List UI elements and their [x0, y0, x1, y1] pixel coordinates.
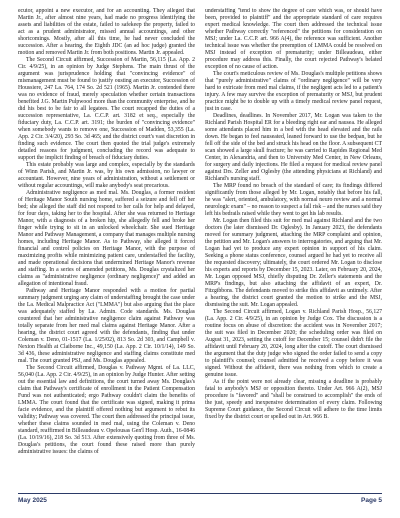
paragraph: Mr. Logan then filed this suit for med mal against Richland and the two doctors (he later dismissed Dr. Oglesby). In January 2023, the defendants moved for summary judgment, attaching the MRP complaint and opinion, the petition and Mr. Logan's answers to interrogatories, and arguing that Mr. Logan had yet to produce any expert opinion in support of his claim. Seeking a phone status conference, counsel argued he had yet to receive all the requested discovery; ultimately, the court ordered Mr. Logan to disclose his experts and reports by December 15, 2023. Later, on February 20, 2024, Mr. Logan opposed MSJ, chiefly disputing Dr. Zeller's statements and the MRP's findings, but also attaching the affidavit of an expert, Dr. Fitzgibbons. The defendants moved to strike this affidavit as untimely. After a hearing, the district court granted the motion to strike and the MSJ, dismissing the suit. Mr. Logan appealed.	[205, 218, 382, 308]
page-footer	[18, 493, 382, 504]
paragraph: As if the point were not already clear, missing a deadline is probably fatal to anybody's MSJ or opposition thereto. Under Art. 966 A(2), MSJ procedure is "favored" and "shall be construed to accomplish" the ends of the just, speedy and inexpensive determination of every claim. Following Supreme Court guidance, the Second Circuit will adhere to the time limits fixed by the district court or spelled out in Art. 966 B.	[205, 379, 382, 420]
issue-date: May 2025	[18, 497, 47, 504]
article-body	[18, 8, 382, 490]
paragraph: Pathway and Heritage Manor responded with a motion for partial summary judgment urging any claim of understaffing brought the case under the La. Medical Malpractice Act ("LMMA") but also arguing that the place was adequately staffed by La. Admin. Code standards. Ms. Douglas countered that her administrative negligence claim against Pathway was totally separate from her med mal claims against Heritage Manor. After a hearing, the district court agreed with the defendants, finding that under Coleman v. Deno, 01-1517 (La. 1/25/02), 813 So. 2d 303, and Campbell v. Nexion Health at Claiborne Inc., 49,150 (La. App. 2 Cir. 10/1/14), 149 So. 3d 436, these administrative negligence and staffing claims constitute med mal. The court granted PSJ, and Ms. Douglas appealed.	[18, 288, 195, 364]
page-number: Page 5	[361, 497, 382, 504]
paragraph: The Second Circuit affirmed, Succession of Martin, 56,115 (La. App. 2 Cir. 4/9/25), in an opinion by Judge Stephens. The main thrust of the argument was jurisprudence holding that "convincing evidence" of mismanagement must be found to justify ousting an executor, Succession of Houssiere, 247 La. 764, 174 So. 2d 521 (1965). Martin Jr. contended there was no evidence of fraud, merely speculation whether certain transactions benefited J.G. Martin Pulpwood more than the community enterprise, and he did his best to be fair to all legatees. The court recapped the duties of a succession representative, La. C.C.P. art. 3182 et seq., especially the fiduciary duty, La. C.C.P. art. 3191; the burden of "convincing evidence" when somebody wants to remove one, Succession of Madden, 53,355 (La. App. 2 Cir. 3/4/20), 293 So. 3d 465; and the district court's vast discretion in finding such evidence. The court then quoted the trial judge's extremely detailed reasons for judgment, concluding the record was adequate to support the implicit finding of breach of fiduciary duties.	[18, 57, 195, 161]
paragraph: Deadlines, deadlines. In November 2017, Mr. Logan was taken to the Richland Parish Hospital ER for a bleeding right ear and nausea. He alleged some attendants placed him in a bed with the head elevated and the rails down. He began to feel nauseated, leaned forward to use the bedpan, but he fell off the side of the bed and struck his head on the floor. A subsequent CT scan showed a large skull fracture; he was carried to Rapides Regional Med Center, in Alexandria, and then to University Med Center, in New Orleans, for surgery and daily injections. He filed a request for medical review panel against Drs. Zeller and Oglesby (the attending physicians at Richland) and Richland's nursing staff.	[205, 113, 382, 182]
paragraph: The MRP found no breach of the standard of care; its findings differed significantly from those alleged by Mr. Logan, notably that before his fall, he was "alert, oriented, ambulatory, with normal neuro review and a normal neurologic exam" – no reason to suspect a fall risk – and the nurses said they left his bedrails raised while they went to get his lab results.	[205, 183, 382, 217]
paragraph: The court's meticulous review of Ms. Douglas's multiple petitions shows that "purely administrative" claims of "ordinary negligence" will be very hard to extricate from med mal claims, if the negligent acts led to a patient's injury. A few may survive the exception of prematurity or MSJ, but prudent practice might be to double up with a timely medical review panel request, just in case.	[205, 71, 382, 112]
paragraph: Administrative negligence as med mal. Ms. Douglas, a former resident of Heritage Manor South nursing home, suffered a seizure and fell off her bed; she alleged the staff did not respond to her calls for help and delayed, for four days, taking her to the hospital. After she was returned to Heritage Manor, with a diagnosis of a broken hip, she allegedly fell and broke her finger while trying to sit in an unlocked wheelchair. She sued Heritage Manor and Pathway Management, a company that manages multiple nursing homes, including Heritage Manor. As to Pathway, she alleged it forced financial and control policies on Heritage Manor, with the purpose of maximizing profits while minimizing patient care, understaffed the facility, and made operational decisions that undermined Heritage Manor's revenue and staffing. In a series of amended petitions, Ms. Douglas crystalized her claims as "administrative negligence (ordinary negligence)" and added an allegation of intentional fraud.	[18, 190, 195, 287]
right-column	[205, 8, 382, 490]
left-column	[18, 8, 195, 490]
paragraph: The Second Circuit affirmed, Douglas v. Pathway Mgmt. of La. LLC, 56,040 (La. App. 2 Cir. 4/9/25), in an opinion by Judge Hunter. After setting out the essential law and definitions, the court turned away Ms. Douglas's claim that Pathway's certificate of enrollment in the Patient Compensation Fund was not authenticated; ergo Pathway couldn't claim the benefits of LMMA. The court found that the certificate was signed, making it prima facie evidence, and the plaintiff offered nothing but argument to rebut its validity; Pathway was covered. The court then addressed the principal issue, whether these claims sounded in med mal, using the Coleman v. Deno standard, reaffirmed in Billeaudeau v. Opelousas Gen'l Hosp. Auth., 16-0846 (La. 10/19/16), 218 So. 3d 513. After extensively quoting from three of Ms. Douglas's petitions, the court found these raised more than purely administrative issues: the claims of	[18, 365, 195, 455]
paragraph: ecutor, appoint a new executor, and for an accounting. They alleged that Martin Jr., after almost nine years, had made no progress identifying the assets and liabilities of the estate, failed to safekeep the property, failed to act as a prudent administrator, missed annual accountings, and other shortcomings. Mostly, after all this time, he had never concluded the succession. After a hearing, the Eighth JDC (an ad hoc judge) granted the motion and removed Martin Jr. from both positions. Martin Jr. appealed.	[18, 8, 195, 56]
paragraph: The Second Circuit affirmed, Logan v. Richland Parish Hosp., 56,127 (La. App. 2 Cir. 4/9/25), in an opinion by Judge Cox. The discussion is a routine focus on abuse of discretion: the accident was in November 2017; the suit was filed in December 2020; the scheduling order was filed on August 31, 2023, setting the cutoff for December 15; counsel didn't file the affidavit until February 20, 2024, long after the cutoff. The court dismissed the argument that the duty judge who signed the order failed to send a copy to plaintiff's counsel; counsel admitted he received a copy before it was signed. Without the affidavit, there was nothing from which to create a genuine issue.	[205, 309, 382, 378]
paragraph: This estate probably was large and complex, especially by the standards of Winn Parish, and Martin Jr. was, by his own admission, no lawyer or accountant. However, nine years of administration, without a settlement or without regular accountings, will make anybody's seat precarious.	[18, 162, 195, 189]
paragraph: understaffing "tend to show the degree of care which was, or should have been, provided to plaintiff" and the appropriate standard of care requires expert medical knowledge. The court then addressed the technical issue whether Pathway correctly "referenced" the petitions for consideration on MSJ; under La. C.C.P. art. 966 A(4), the reference was sufficient. Another technical issue was whether the preemption of LMMA could be resolved on MSJ instead of exception of prematurity; under Billeaudeau, either procedure may address this. Finally, the court rejected Pathway's belated exception of no cause of action.	[205, 8, 382, 70]
